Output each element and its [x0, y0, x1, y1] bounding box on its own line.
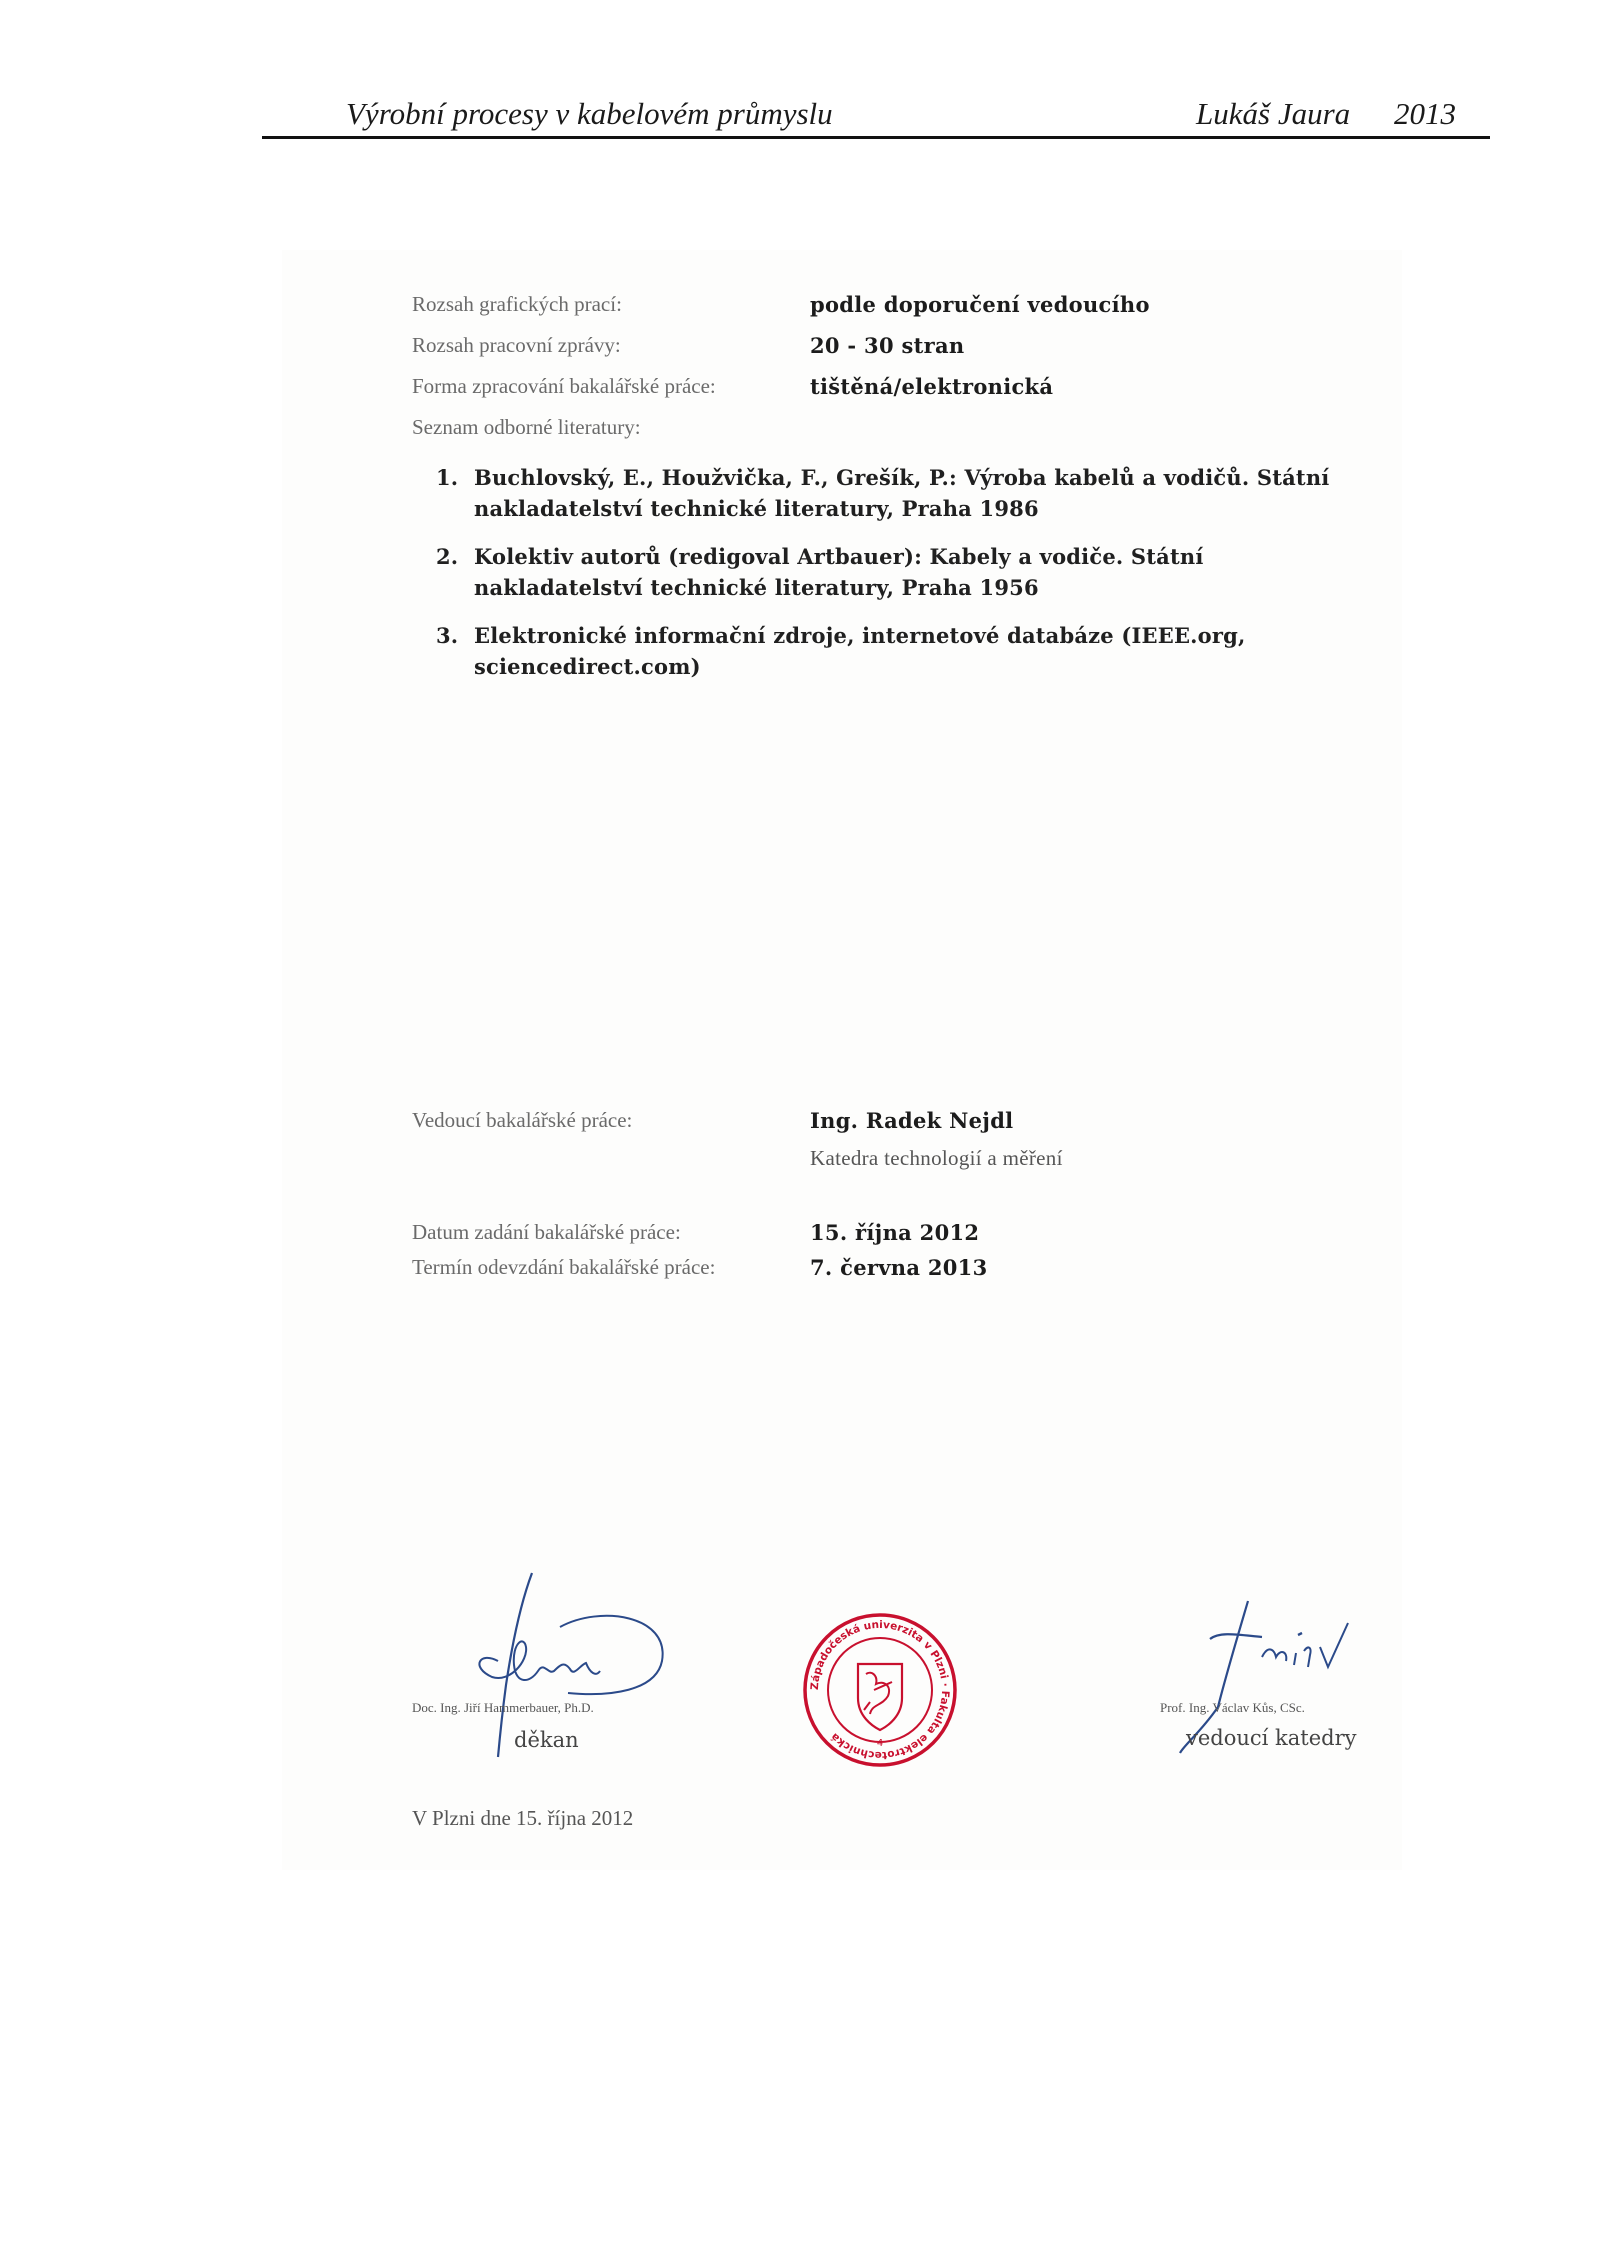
header-year: 2013 — [1394, 96, 1456, 131]
stamp-text: Západočeská univerzita v Plzni · Fakulta elektrotechnická — [808, 1618, 952, 1762]
date-value: 7. června 2013 — [810, 1255, 988, 1280]
reference-number: 3. — [436, 623, 459, 648]
field-value: podle doporučení vedoucího — [810, 292, 1150, 317]
field-label: Seznam odborné literatury: — [412, 415, 641, 439]
field-value: 20 - 30 stran — [810, 333, 965, 358]
header-author: Lukáš Jaura — [1196, 96, 1351, 131]
date-label: Termín odevzdání bakalářské práce: — [412, 1255, 716, 1279]
place-and-date: V Plzni dne 15. října 2012 — [412, 1806, 634, 1830]
reference-item — [436, 462, 1396, 524]
reference-list — [436, 462, 1396, 699]
supervisor-label: Vedoucí bakalářské práce: — [412, 1108, 633, 1132]
reference-line: sciencedirect.com) — [474, 654, 701, 679]
date-label: Datum zadání bakalářské práce: — [412, 1220, 681, 1244]
reference-item — [436, 620, 1396, 682]
page-header — [262, 90, 1490, 139]
stamp-number: 4 — [876, 1738, 884, 1749]
reference-line: Elektronické informační zdroje, internetové databáze (IEEE.org, — [474, 623, 1246, 648]
reference-line: nakladatelství technické literatury, Praha 1956 — [474, 575, 1039, 600]
reference-line: nakladatelství technické literatury, Praha 1986 — [474, 496, 1039, 521]
supervisor-department: Katedra technologií a měření — [810, 1146, 1063, 1170]
dean-name: Doc. Ing. Jiří Hammerbauer, Ph.D. — [412, 1700, 594, 1715]
field-label: Rozsah grafických prací: — [412, 292, 622, 316]
reference-number: 1. — [436, 465, 459, 490]
reference-line: Buchlovský, E., Houžvička, F., Grešík, P.: Výroba kabelů a vodičů. Státní — [474, 465, 1330, 490]
header-title: Výrobní procesy v kabelovém průmyslu — [346, 96, 833, 131]
reference-line: Kolektiv autorů (redigoval Artbauer): Kabely a vodiče. Státní — [474, 544, 1204, 569]
reference-number: 2. — [436, 544, 459, 569]
field-label: Forma zpracování bakalářské práce: — [412, 374, 716, 398]
head-role: vedoucí katedry — [1186, 1726, 1357, 1750]
dean-role: děkan — [514, 1728, 579, 1752]
field-value: tištěná/elektronická — [810, 374, 1054, 399]
field-label: Rozsah pracovní zprávy: — [412, 333, 621, 357]
date-value: 15. října 2012 — [810, 1220, 980, 1245]
head-name: Prof. Ing. Václav Kůs, CSc. — [1160, 1700, 1305, 1715]
university-stamp — [800, 1610, 960, 1770]
supervisor-name: Ing. Radek Nejdl — [810, 1108, 1014, 1133]
reference-item — [436, 541, 1396, 603]
